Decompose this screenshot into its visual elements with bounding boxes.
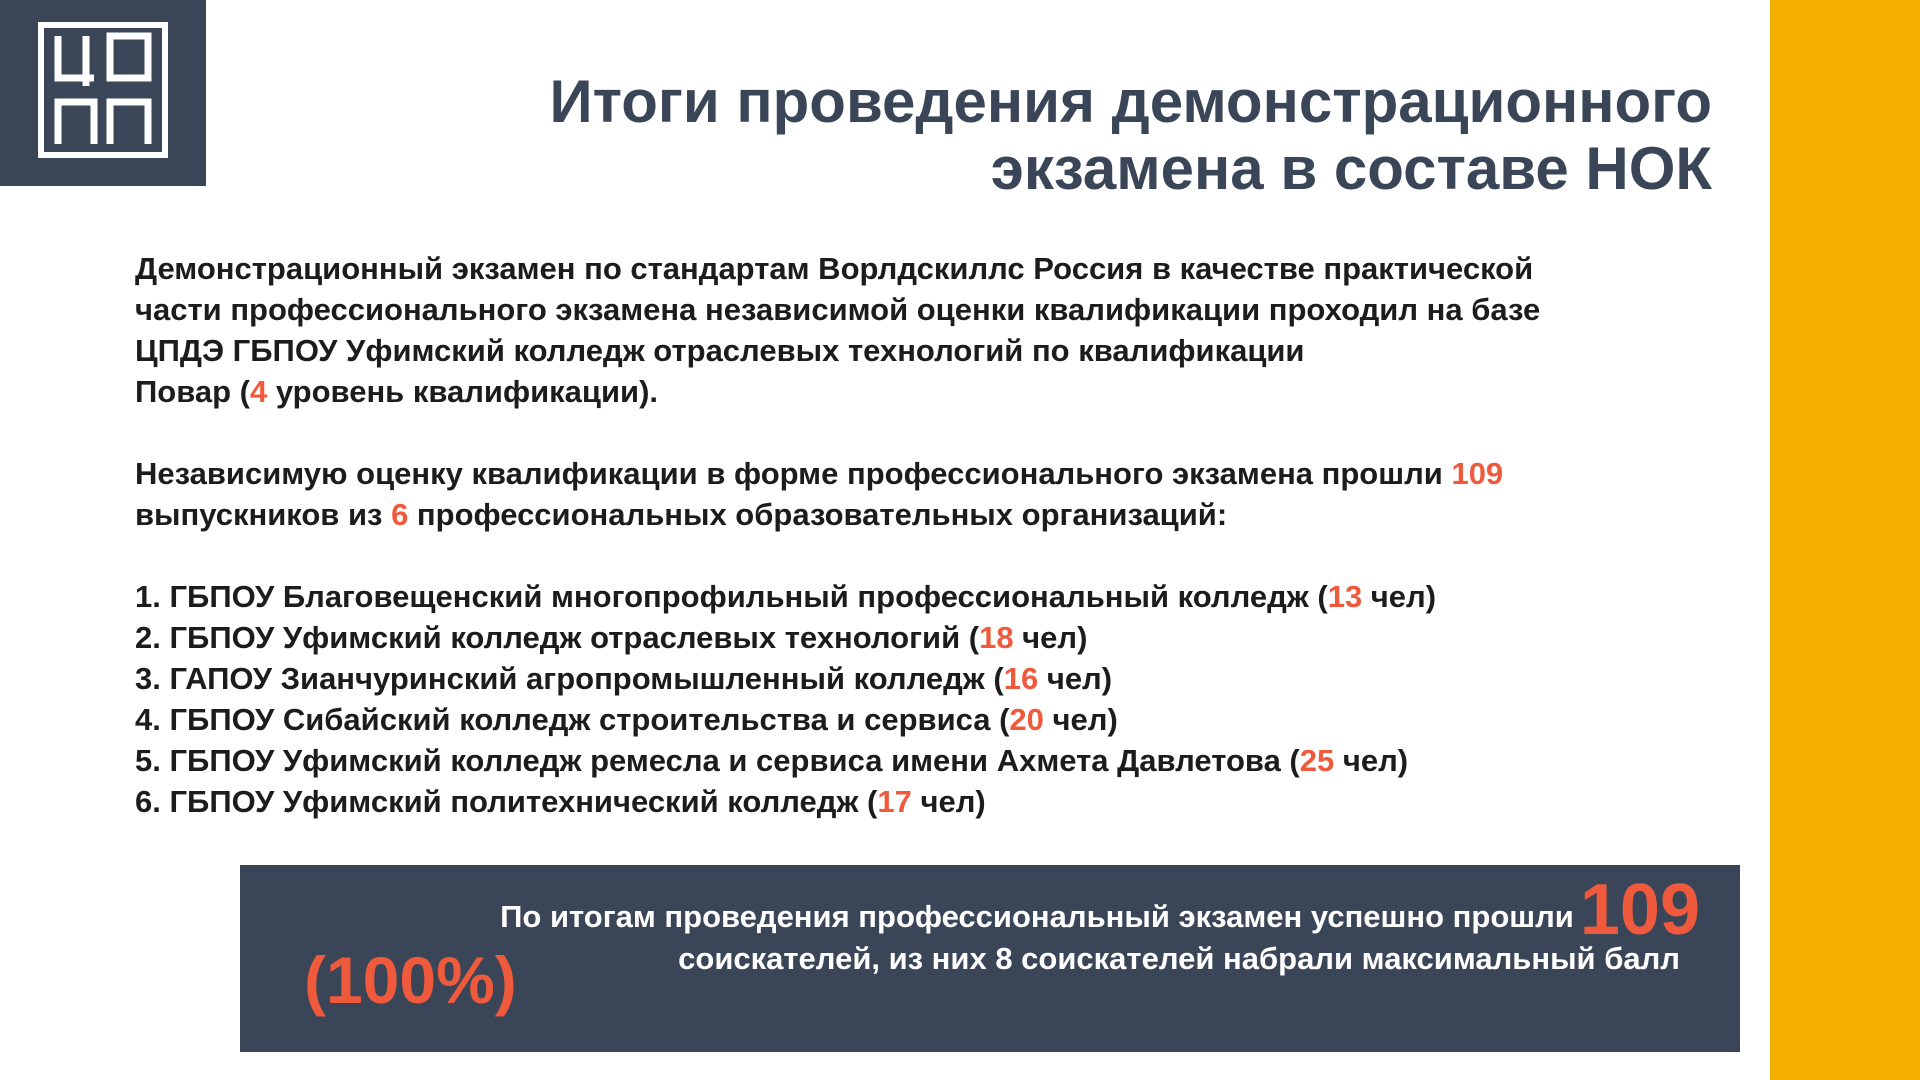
summary-paragraph [135, 453, 1735, 535]
list-item [135, 740, 1735, 781]
title-line-1: Итоги проведения демонстрационного [549, 68, 1712, 135]
list-item [135, 658, 1735, 699]
passed-percent: (100%) [304, 943, 517, 1017]
org-count: 17 [877, 784, 912, 819]
logo [0, 0, 206, 186]
intro-line-3: ЦПДЭ ГБПОУ Уфимский колледж отраслевых технологий по квалификации [135, 333, 1305, 368]
side-accent-stripe [1770, 0, 1920, 1080]
title-line-2: экзамена в составе НОК [990, 135, 1712, 202]
summary-line-2-end: профессиональных образовательных организаций: [408, 497, 1228, 532]
intro-line-4-start: Повар ( [135, 374, 250, 409]
org-name: 2. ГБПОУ Уфимский колледж отраслевых технологий ( [135, 620, 980, 655]
org-count: 16 [1003, 661, 1039, 696]
result-text-1: По итогам проведения профессиональный экзамен успешно прошли [500, 899, 1574, 934]
list-item [135, 699, 1735, 740]
list-item [135, 617, 1735, 658]
list-item [135, 576, 1735, 617]
intro-paragraph [135, 248, 1735, 412]
qualification-level: 4 [249, 374, 268, 409]
org-suffix: чел) [911, 784, 986, 819]
summary-line-1: Независимую оценку квалификации в форме профессионального экзамена прошли [135, 456, 1452, 491]
result-line-1 [500, 869, 1700, 951]
intro-line-4-end: уровень квалификации). [267, 374, 659, 409]
org-suffix: чел) [1334, 743, 1409, 778]
org-count: 18 [979, 620, 1014, 655]
org-name: 3. ГАПОУ Зианчуринский агропромышленный колледж ( [135, 661, 1004, 696]
result-banner [240, 865, 1740, 1052]
org-count: 13 [1327, 579, 1363, 614]
copp-logo-icon [38, 22, 168, 158]
list-item [135, 781, 1735, 822]
org-suffix: чел) [1013, 620, 1088, 655]
main-content [135, 248, 1735, 822]
org-count: 20 [1009, 702, 1044, 737]
intro-line-2: части профессионального экзамена независимой оценки квалификации проходил на базе [135, 292, 1541, 327]
org-name: 6. ГБПОУ Уфимский политехнический колледж ( [135, 784, 878, 819]
org-suffix: чел) [1038, 661, 1113, 696]
org-suffix: чел) [1043, 702, 1118, 737]
org-name: 5. ГБПОУ Уфимский колледж ремесла и сервиса имени Ахмета Давлетова ( [135, 743, 1300, 778]
graduates-count: 109 [1451, 456, 1504, 491]
passed-count: 109 [1579, 870, 1700, 950]
page-title [550, 68, 1713, 202]
organizations-list [135, 576, 1735, 822]
org-suffix: чел) [1362, 579, 1437, 614]
intro-line-1: Демонстрационный экзамен по стандартам Ворлдскиллс Россия в качестве практической [135, 251, 1534, 286]
org-count: 25 [1299, 743, 1335, 778]
summary-line-2-start: выпускников из [135, 497, 392, 532]
org-name: 1. ГБПОУ Благовещенский многопрофильный профессиональный колледж ( [135, 579, 1328, 614]
orgs-count: 6 [391, 497, 409, 532]
org-name: 4. ГБПОУ Сибайский колледж строительства и сервиса ( [135, 702, 1010, 737]
result-line-2: соискателей, из них 8 соискателей набрали максимальный балл [678, 941, 1680, 976]
